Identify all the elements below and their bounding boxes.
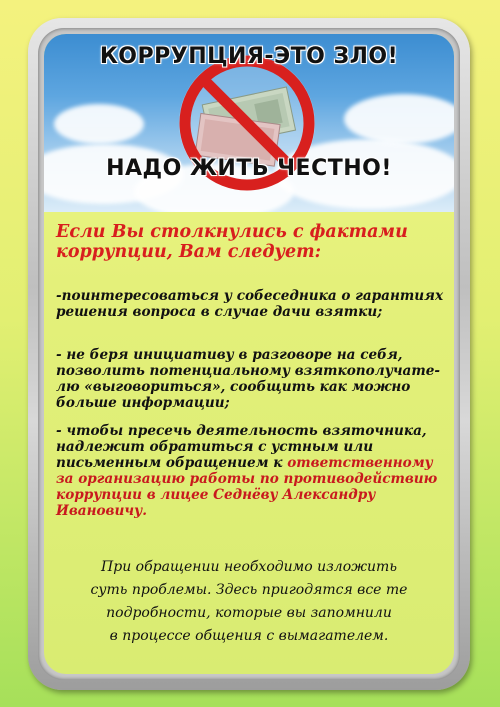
banner [44, 34, 454, 212]
closing-line: суть проблемы. Здесь пригодятся все те [90, 582, 408, 598]
poster-frame [28, 18, 470, 690]
closing-line: При обращении необходимо изложить [101, 559, 397, 575]
cloud [344, 94, 454, 144]
advice-paragraph-3 [56, 423, 452, 519]
closing-note [64, 556, 434, 648]
advice-paragraph-2: - не беря инициативу в разговоре на себя, позволить потенциальному взяткополучате-лю «выговориться», сообщить как можно больше информации; [56, 347, 441, 411]
poster-frame-inner [38, 28, 460, 680]
closing-line: подробности, которые вы запомнили [106, 605, 392, 621]
advice-paragraph-3-text: - чтобы пресечь деятельность взяточника, надлежит обратиться с устным или письменным обращением к [56, 423, 427, 471]
cloud [54, 104, 144, 144]
headline-bottom: НАДО ЖИТЬ ЧЕСТНО! [106, 156, 392, 181]
advice-paragraph-1: -поинтересоваться у собеседника о гарантиях решения вопроса в случае дачи взятки; [56, 288, 444, 320]
closing-line: в процессе общения с вымагателем. [109, 628, 389, 644]
responsible-person: ответственному за организацию работы по противодействию коррупции в лицее Седнёву Александру Ивановичу. [56, 455, 438, 519]
intro-heading: Если Вы столкнулись с фактами коррупции, Вам следует: [56, 222, 408, 262]
headline-top: КОРРУПЦИЯ-ЭТО ЗЛО! [99, 44, 399, 69]
poster [44, 34, 454, 674]
